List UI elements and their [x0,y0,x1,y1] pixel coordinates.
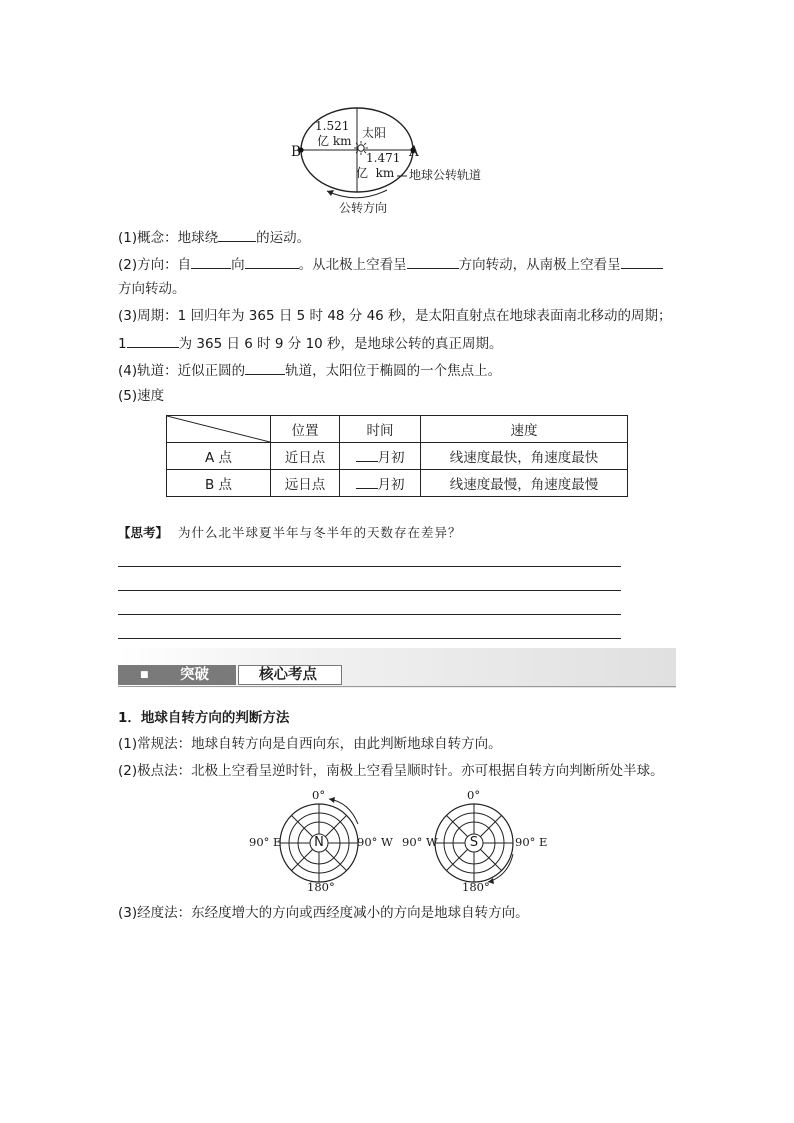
answer-line[interactable] [118,566,621,567]
blank-field[interactable] [191,254,231,269]
answer-line[interactable] [118,590,621,591]
item-orbit: (4)轨道：近似正圆的 轨道，太阳位于椭圆的一个焦点上。 [118,360,501,380]
item-speed-title: (5)速度 [118,388,165,404]
section-banner-rule [118,686,676,687]
rotation-arrow-icon [325,796,365,832]
near-distance-unit: 亿 km [356,166,395,180]
point-b-label: B [291,144,301,160]
section-tag-box [118,665,236,685]
orbit-label: 地球公转轨道 [409,168,482,182]
south-bottom-label: 180° [462,880,490,894]
blank-field[interactable] [245,254,299,269]
north-top-label: 0° [312,788,326,802]
blank-field[interactable] [356,475,378,489]
south-pole-center: S [469,835,479,850]
south-right-label: 90° E [515,835,548,849]
method-longitude: (3)经度法：东经度增大的方向或西经度减小的方向是地球自转方向。 [118,905,529,921]
blank-field[interactable] [621,254,663,269]
north-right-label: 90° W [357,835,393,849]
section-title-box [238,665,342,685]
item-period-line2: 1 为 365 日 6 时 9 分 10 秒，是地球公转的真正周期。 [118,333,503,353]
think-question [118,525,462,541]
blank-field[interactable] [356,448,378,462]
item-direction-cont: 方向转动。 [118,281,186,297]
item-period-line1: (3)周期：1 回归年为 365 日 5 时 48 分 46 秒，是太阳直射点在地球表面南北移动的周期； [118,308,672,324]
north-pole-center: N [314,835,324,850]
south-left-label: 90° W [402,835,438,849]
table-header-row [167,416,628,443]
square-marker-icon: ■ [140,670,149,680]
item-direction: (2)方向：自 向 。从北极上空看呈 方向转动，从南极上空看呈 [118,254,663,274]
speed-table [166,415,628,497]
diagonal-line [167,416,270,442]
blank-field[interactable] [218,227,256,242]
blank-field[interactable] [245,360,285,375]
table-row: A 点 近日点 月初 线速度最快，角速度最快 [167,443,628,470]
near-distance-value: 1.471 [366,151,401,165]
blank-field[interactable] [407,254,459,269]
section-tag-label: 突破 [180,667,209,683]
header-speed: 速度 [421,416,628,443]
north-left-label: 90° E [249,835,282,849]
far-distance-unit: 亿 km [317,134,352,148]
blank-field[interactable] [127,333,179,348]
think-label: 【思考】 [118,525,169,540]
header-position: 位置 [271,416,340,443]
method-polar: (2)极点法：北极上空看呈逆时针，南极上空看呈顺时针。亦可根据自转方向判断所处半球。 [118,763,664,779]
think-text: 为什么北半球夏半年与冬半年的天数存在差异？ [178,525,462,540]
diagonal-header-cell [167,416,271,443]
revolution-direction-label: 公转方向 [339,201,388,215]
north-bottom-label: 180° [307,880,335,894]
method-regular: (1)常规法：地球自转方向是自西向东，由此判断地球自转方向。 [118,736,502,752]
south-top-label: 0° [467,788,481,802]
table-row: B 点 远日点 月初 线速度最慢，角速度最慢 [167,470,628,497]
sun-label: 太阳 [362,126,387,140]
methods-heading: 1．地球自转方向的判断方法 [118,710,290,726]
point-a-label: A [409,144,419,160]
section-title: 核心考点 [259,667,317,683]
header-time: 时间 [340,416,421,443]
answer-line[interactable] [118,614,621,615]
far-distance-value: 1.521 [315,119,350,133]
answer-line[interactable] [118,638,621,639]
item-concept: (1)概念：地球绕 的运动。 [118,227,310,247]
